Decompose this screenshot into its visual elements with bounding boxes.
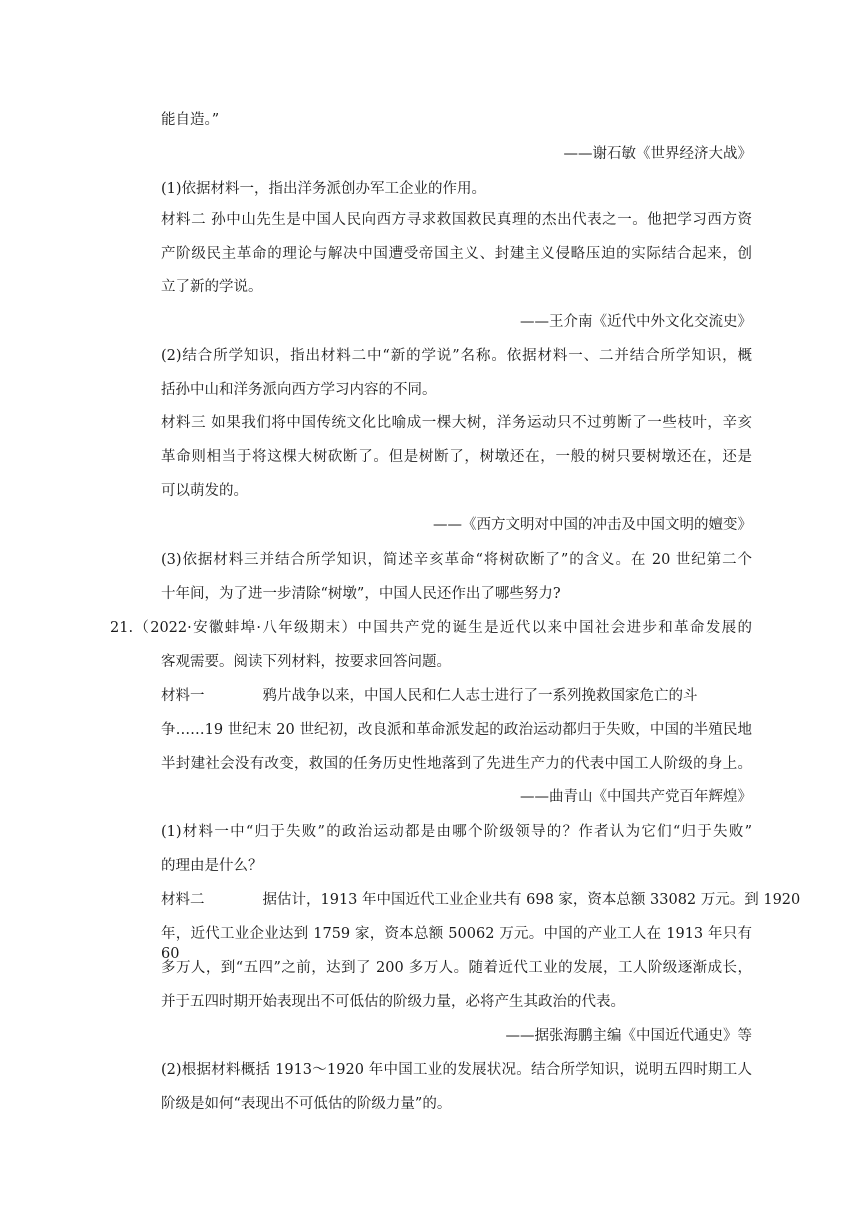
- text-line: 年，近代工业企业达到 1759 家，资本总额 50062 万元。中国的产业工人在 1913 年只有 60: [161, 926, 752, 962]
- material-2-text: 据估计，1913 年中国近代工业企业共有 698 家，资本总额 33082 万元。到 1920: [262, 892, 801, 908]
- text-line: 多万人，到“五四”之前，达到了 200 多万人。随着近代工业的发展，工人阶级逐渐成长，: [161, 960, 752, 976]
- material-1-label: 材料一: [161, 688, 205, 704]
- question-2: 括孙中山和洋务派向西方学习内容的不同。: [161, 382, 437, 398]
- material-2-label: 材料二: [161, 892, 205, 908]
- source-citation: ——谢石敏《世界经济大战》: [563, 146, 752, 162]
- text-line: 革命则相当于将这棵大树砍断了。但是树断了，树墩还在，一般的树只要树墩还在，还是: [161, 449, 752, 465]
- text-line: 争……19 世纪末 20 世纪初，改良派和革命派发起的政治运动都归于失败，中国的半殖民地: [161, 722, 752, 738]
- text-line: 客观需要。阅读下列材料，按要求回答问题。: [161, 654, 451, 670]
- source-citation: ——据张海鹏主编《中国近代通史》等: [505, 1028, 752, 1044]
- source-citation: ——王介南《近代中外文化交流史》: [520, 314, 752, 330]
- source-citation: ——《西方文明对中国的冲击及中国文明的嬗变》: [433, 517, 752, 533]
- question-2: (2)结合所学知识，指出材料二中“新的学说”名称。依据材料一、二并结合所学知识，概: [161, 348, 752, 364]
- question-3: (3)依据材料三并结合所学知识，简述辛亥革命“将树砍断了”的含义。在 20 世纪第二个: [161, 552, 752, 568]
- material-2-line: [161, 890, 801, 910]
- source-citation: ——曲青山《中国共产党百年辉煌》: [520, 789, 752, 805]
- question-1: (1)依据材料一，指出洋务派创办军工企业的作用。: [161, 181, 487, 197]
- text-line: 能自造。”: [161, 112, 220, 128]
- material-1-text: 鸦片战争以来，中国人民和仁人志士进行了一系列挽救国家危亡的斗: [262, 688, 698, 704]
- text-line: 材料三 如果我们将中国传统文化比喻成一棵大树，洋务运动只不过剪断了一些枝叶，辛亥: [161, 415, 752, 431]
- text-line: 并于五四时期开始表现出不可低估的阶级力量，必将产生其政治的代表。: [161, 994, 625, 1010]
- text-line: 产阶级民主革命的理论与解决中国遭受帝国主义、封建主义侵略压迫的实际结合起来，创: [161, 246, 752, 262]
- question-21-2: 阶级是如何“表现出不可低估的阶级力量”的。: [161, 1096, 452, 1112]
- material-1-line: [161, 686, 698, 706]
- text-line: 可以萌发的。: [161, 483, 248, 499]
- question-21-2: (2)根据材料概括 1913～1920 年中国工业的发展状况。结合所学知识，说明五四时期工人: [161, 1062, 752, 1078]
- problem-21-header: 21.（2022·安徽蚌埠·八年级期末）中国共产党的诞生是近代以来中国社会进步和革命发展的: [110, 620, 752, 636]
- text-line: 立了新的学说。: [161, 279, 263, 295]
- question-3: 十年间，为了进一步清除“树墩”，中国人民还作出了哪些努力?: [161, 586, 561, 602]
- text-line: 半封建社会没有改变，救国的任务历史性地落到了先进生产力的代表中国工人阶级的身上。: [161, 756, 752, 772]
- question-21-1: 的理由是什么？: [161, 858, 263, 874]
- question-21-1: (1)材料一中“归于失败”的政治运动都是由哪个阶级领导的？作者认为它们“归于失败”: [161, 824, 752, 840]
- text-line: 材料二 孙中山先生是中国人民向西方寻求救国救民真理的杰出代表之一。他把学习西方资: [161, 212, 752, 228]
